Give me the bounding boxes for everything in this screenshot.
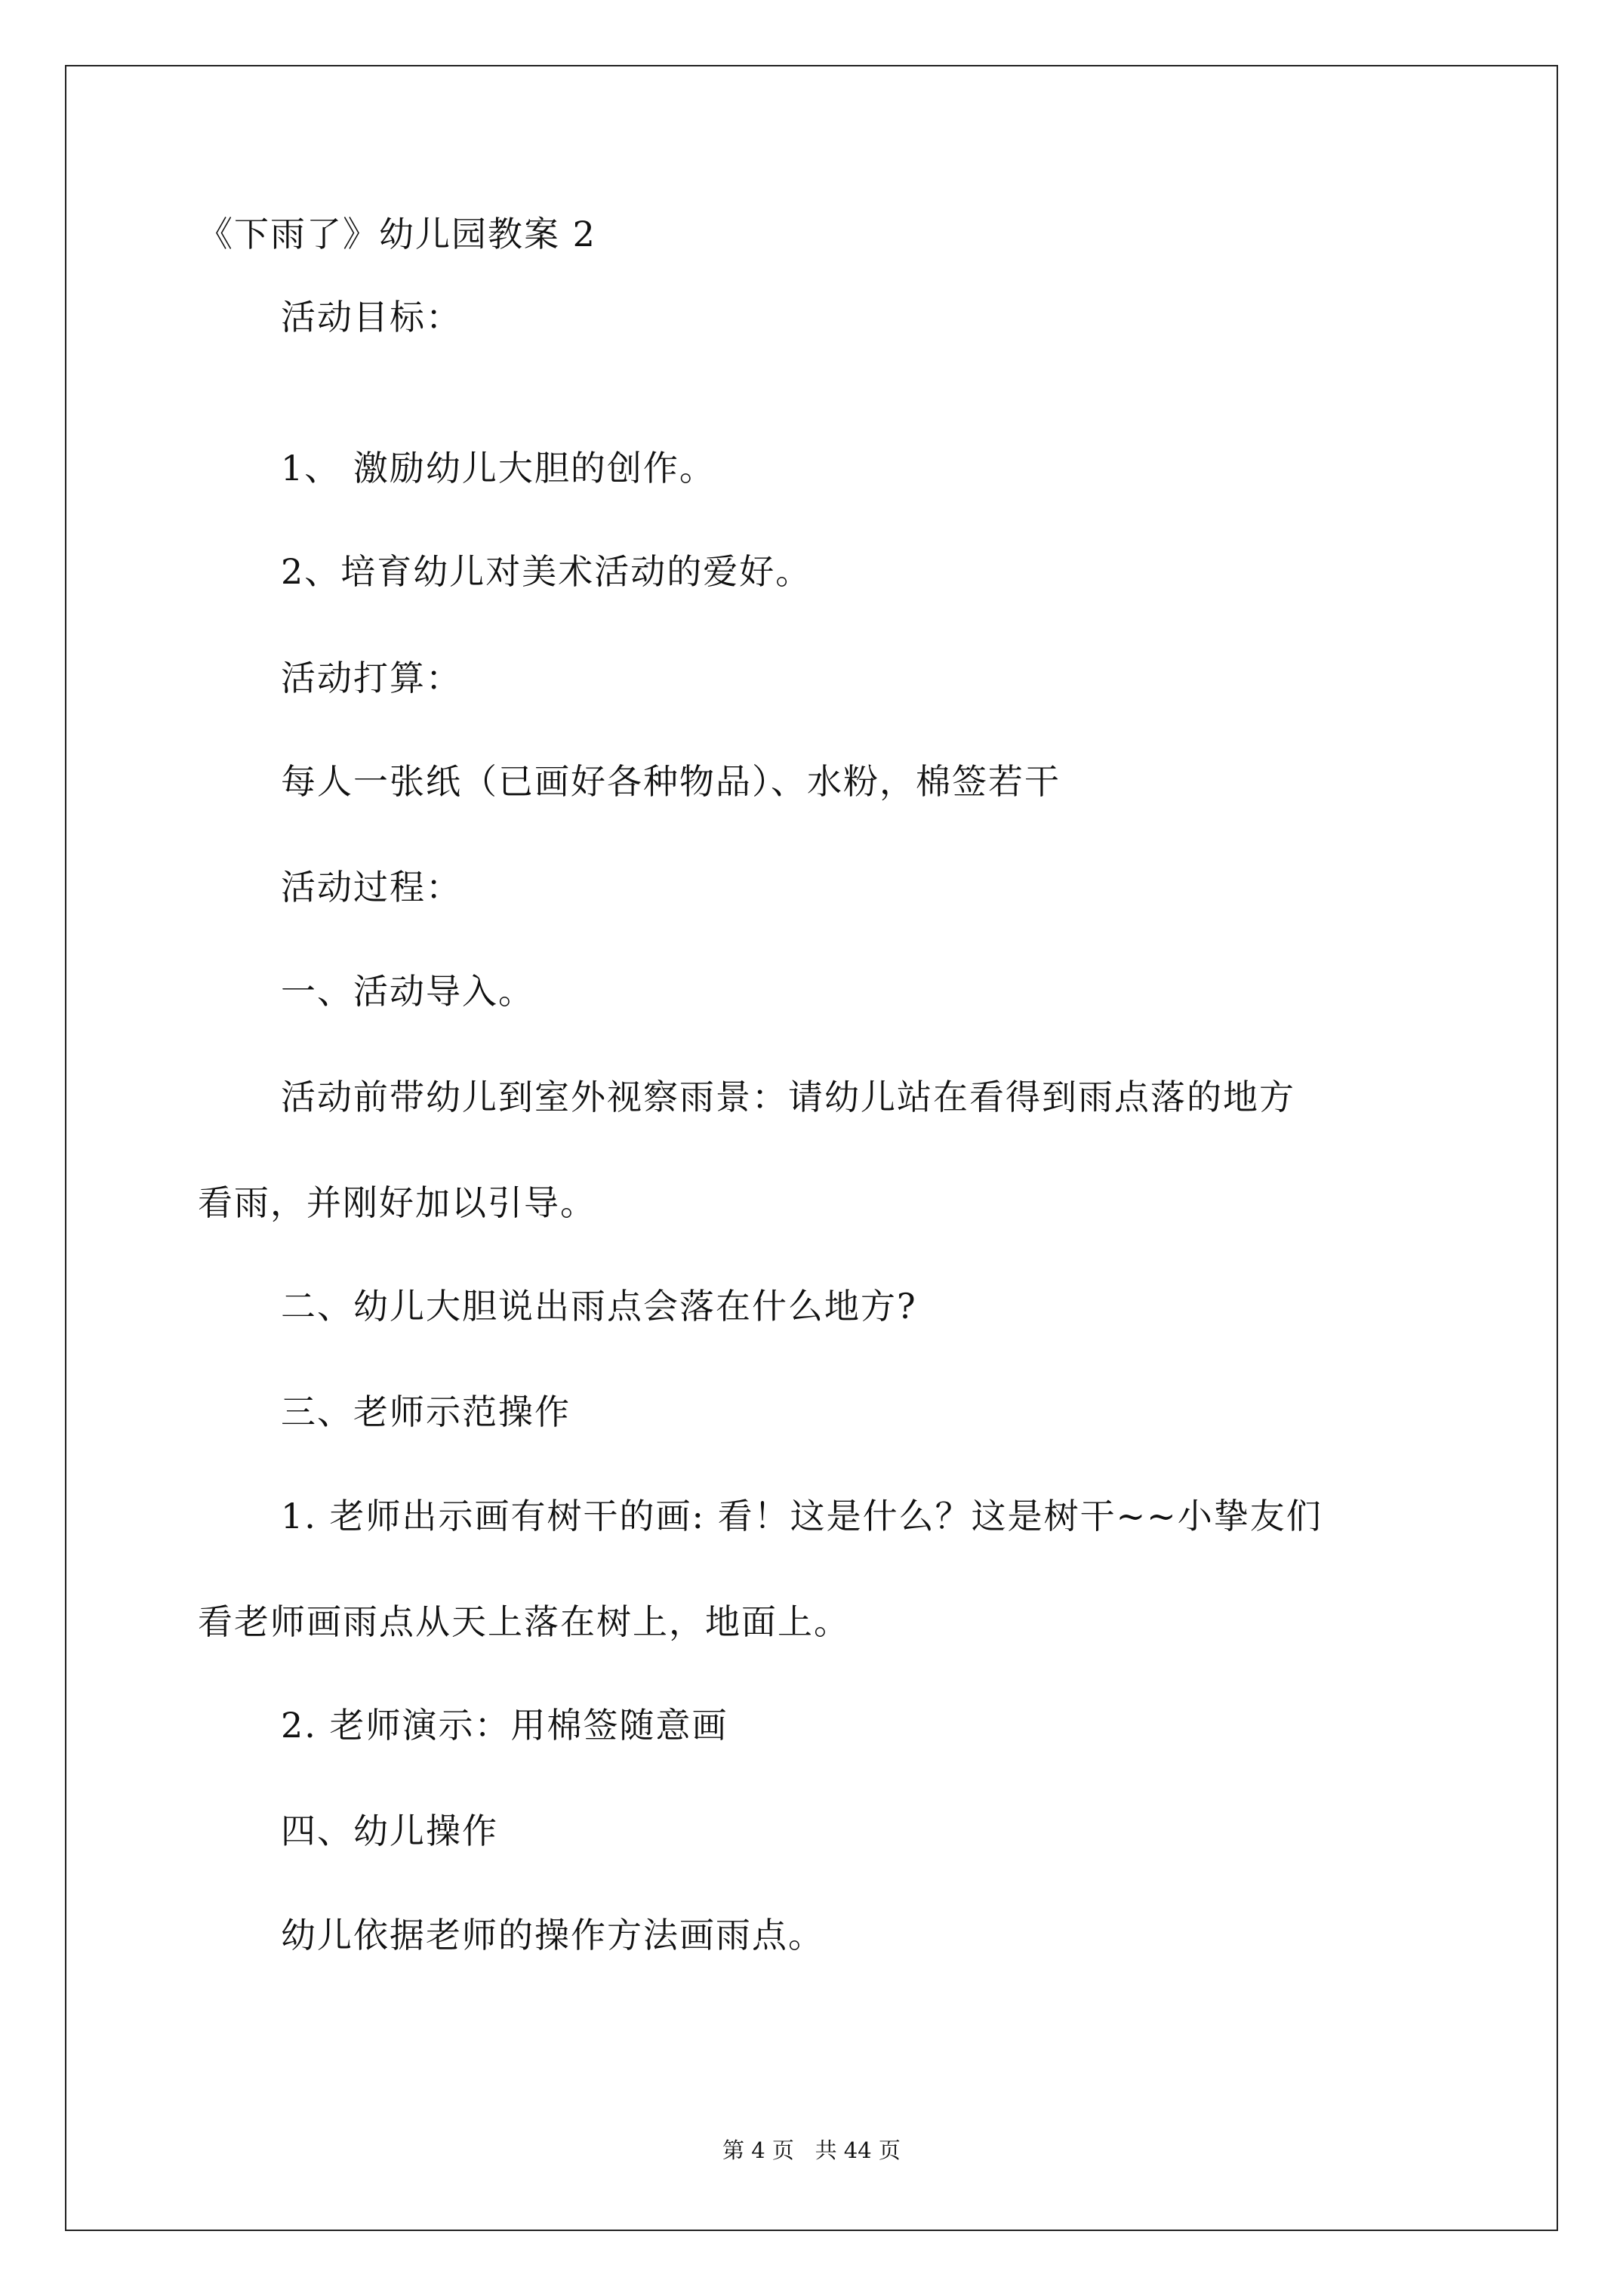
paragraph-demo-1-line-2: 看老师画雨点从天上落在树上，地面上。 (198, 1601, 850, 1642)
paragraph-step-three: 三、老师示范操作 (281, 1391, 571, 1432)
document-title: 《下雨了》幼儿园教案 2 (198, 214, 596, 254)
paragraph-goal-1: 1、 激励幼儿大胆的创作。 (281, 448, 716, 488)
paragraph-observe-rain-line-1: 活动前带幼儿到室外视察雨景：请幼儿站在看得到雨点落的地方 (281, 1077, 1295, 1117)
paragraph-step-two: 二、幼儿大胆说出雨点会落在什么地方? (281, 1286, 917, 1327)
paragraph-heading-goals: 活动目标： (281, 297, 462, 337)
paragraph-heading-prep: 活动打算： (281, 658, 462, 698)
paragraph-materials: 每人一张纸（已画好各种物品）、水粉，棉签若干 (281, 761, 1061, 802)
paragraph-demo-2: 2. 老师演示：用棉签随意画 (281, 1705, 728, 1746)
page-border (65, 65, 1558, 2231)
paragraph-step-four: 四、幼儿操作 (281, 1811, 498, 1851)
paragraph-step-intro: 一、活动导入。 (281, 971, 534, 1012)
paragraph-goal-2: 2、培育幼儿对美术活动的爱好。 (281, 551, 812, 592)
paragraph-demo-1-line-1: 1. 老师出示画有树干的画: 看！这是什么？这是树干~~小挚友们 (281, 1496, 1323, 1536)
paragraph-observe-rain-line-2: 看雨，并刚好加以引导。 (198, 1182, 596, 1223)
paragraph-child-practice: 幼儿依据老师的操作方法画雨点。 (281, 1915, 824, 1955)
paragraph-heading-process: 活动过程： (281, 867, 462, 908)
page-number-footer: 第 4 页 共 44 页 (722, 2137, 901, 2163)
